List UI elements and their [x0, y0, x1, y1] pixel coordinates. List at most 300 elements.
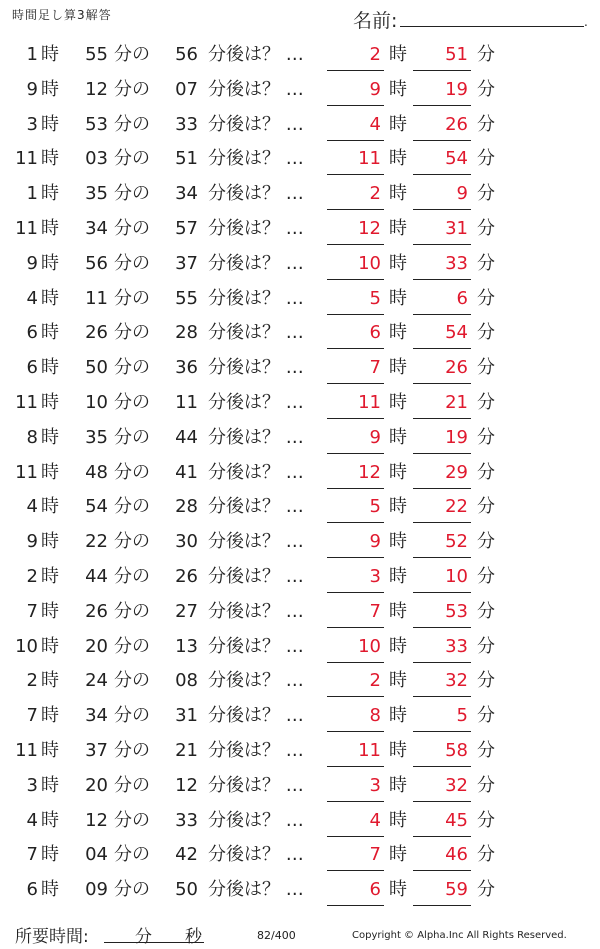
answer-minute-line	[413, 70, 471, 71]
problem-row	[0, 525, 600, 560]
answer-minute-line	[413, 557, 471, 558]
start-minute: 09	[85, 879, 108, 901]
later-label: 分後は？ …	[208, 78, 304, 100]
later-label: 分後は？ …	[208, 44, 304, 65]
answer-minute-line	[413, 418, 471, 419]
hour-label: 時	[41, 531, 59, 553]
answer-hour: 4	[369, 113, 381, 135]
answer-minute: 54	[445, 148, 468, 170]
start-minute: 10	[85, 391, 108, 413]
answer-hour-label: 時	[389, 565, 407, 587]
answer-minute-line	[413, 905, 471, 906]
problem-row	[0, 734, 600, 769]
answer-hour-line	[327, 418, 384, 419]
answer-hour: 2	[369, 670, 381, 692]
start-hour: 11	[15, 217, 38, 239]
later-label: 分後は？ …	[208, 287, 304, 309]
hour-label: 時	[41, 113, 59, 135]
minute-of-label: 分の	[114, 183, 150, 205]
hour-label: 時	[41, 774, 59, 796]
answer-hour-line	[327, 905, 384, 906]
minute-of-label: 分の	[114, 426, 150, 448]
start-minute: 56	[85, 252, 108, 274]
answer-hour-label: 時	[389, 844, 407, 866]
answer-hour-line	[327, 488, 384, 489]
answer-minute: 19	[445, 78, 468, 100]
start-minute: 26	[85, 600, 108, 622]
start-minute: 11	[85, 287, 108, 309]
problem-row	[0, 699, 600, 734]
answer-minute-label: 分	[477, 148, 495, 170]
minute-of-label: 分の	[114, 322, 150, 344]
added-minutes: 50	[175, 879, 198, 901]
problem-row	[0, 282, 600, 317]
answer-minute-line	[413, 870, 471, 871]
start-minute: 35	[85, 183, 108, 205]
added-minutes: 33	[175, 809, 198, 831]
minute-of-label: 分の	[114, 600, 150, 622]
added-minutes: 42	[175, 844, 198, 866]
hour-label: 時	[41, 148, 59, 170]
start-hour: 9	[26, 531, 38, 553]
answer-minute-label: 分	[477, 78, 495, 100]
answer-hour: 2	[369, 44, 381, 65]
answer-minute-line	[413, 174, 471, 175]
answer-hour: 7	[369, 600, 381, 622]
start-hour: 11	[15, 739, 38, 761]
answer-minute: 10	[445, 565, 468, 587]
answer-minute: 53	[445, 600, 468, 622]
minute-of-label: 分の	[114, 879, 150, 901]
later-label: 分後は？ …	[208, 113, 304, 135]
answer-minute-line	[413, 453, 471, 454]
answer-hour: 11	[358, 391, 381, 413]
hour-label: 時	[41, 357, 59, 379]
problem-row	[0, 177, 600, 212]
answer-minute-line	[413, 383, 471, 384]
answer-hour-line	[327, 627, 384, 628]
start-minute: 54	[85, 496, 108, 518]
hour-label: 時	[41, 739, 59, 761]
later-label: 分後は？ …	[208, 148, 304, 170]
hour-label: 時	[41, 183, 59, 205]
added-minutes: 51	[175, 148, 198, 170]
start-hour: 10	[15, 635, 38, 657]
later-label: 分後は？ …	[208, 461, 304, 483]
problem-row	[0, 490, 600, 525]
added-minutes: 27	[175, 600, 198, 622]
answer-hour-label: 時	[389, 496, 407, 518]
minute-of-label: 分の	[114, 844, 150, 866]
answer-minute-line	[413, 279, 471, 280]
later-label: 分後は？ …	[208, 600, 304, 622]
answer-hour-label: 時	[389, 357, 407, 379]
answer-hour-label: 時	[389, 183, 407, 205]
answer-minute: 6	[456, 287, 468, 309]
answer-hour: 12	[358, 461, 381, 483]
start-minute: 26	[85, 322, 108, 344]
answer-minute: 54	[445, 322, 468, 344]
problem-row	[0, 212, 600, 247]
minute-of-label: 分の	[114, 531, 150, 553]
problem-row	[0, 421, 600, 456]
answer-hour-label: 時	[389, 670, 407, 692]
added-minutes: 55	[175, 287, 198, 309]
minute-of-label: 分の	[114, 217, 150, 239]
added-minutes: 07	[175, 78, 198, 100]
minute-of-label: 分の	[114, 496, 150, 518]
start-hour: 3	[26, 113, 38, 135]
start-minute: 37	[85, 739, 108, 761]
answer-hour: 9	[369, 531, 381, 553]
added-minutes: 13	[175, 635, 198, 657]
answer-minute: 19	[445, 426, 468, 448]
answer-hour: 10	[358, 252, 381, 274]
later-label: 分後は？ …	[208, 774, 304, 796]
start-hour: 6	[26, 322, 38, 344]
later-label: 分後は？ …	[208, 879, 304, 901]
hour-label: 時	[41, 809, 59, 831]
answer-hour: 4	[369, 809, 381, 831]
start-minute: 34	[85, 217, 108, 239]
answer-minute: 31	[445, 217, 468, 239]
start-minute: 04	[85, 844, 108, 866]
minute-of-label: 分の	[114, 739, 150, 761]
hour-label: 時	[41, 78, 59, 100]
answer-hour: 6	[369, 322, 381, 344]
answer-hour-line	[327, 731, 384, 732]
added-minutes: 21	[175, 739, 198, 761]
worksheet-title: 時間足し算3解答	[12, 8, 112, 22]
start-minute: 35	[85, 426, 108, 448]
answer-minute-label: 分	[477, 635, 495, 657]
problem-row	[0, 38, 600, 73]
answer-hour-line	[327, 174, 384, 175]
later-label: 分後は？ …	[208, 183, 304, 205]
answer-hour-line	[327, 279, 384, 280]
later-label: 分後は？ …	[208, 844, 304, 866]
name-label: 名前:	[353, 10, 398, 32]
answer-hour-label: 時	[389, 600, 407, 622]
answer-minute-label: 分	[477, 113, 495, 135]
answer-minute-label: 分	[477, 844, 495, 866]
answer-minute: 32	[445, 670, 468, 692]
problem-row	[0, 838, 600, 873]
copyright-notice: Copyright © Alpha.Inc All Rights Reserved.	[352, 930, 567, 941]
start-minute: 20	[85, 635, 108, 657]
answer-hour-line	[327, 70, 384, 71]
hour-label: 時	[41, 322, 59, 344]
answer-hour: 8	[369, 705, 381, 727]
answer-hour-line	[327, 766, 384, 767]
later-label: 分後は？ …	[208, 322, 304, 344]
problem-row	[0, 664, 600, 699]
minute-of-label: 分の	[114, 148, 150, 170]
answer-hour-line	[327, 244, 384, 245]
answer-minute-line	[413, 209, 471, 210]
answer-minute-line	[413, 627, 471, 628]
start-minute: 53	[85, 113, 108, 135]
answer-hour-label: 時	[389, 635, 407, 657]
hour-label: 時	[41, 879, 59, 901]
start-hour: 2	[26, 670, 38, 692]
answer-hour: 12	[358, 217, 381, 239]
hour-label: 時	[41, 635, 59, 657]
answer-minute: 46	[445, 844, 468, 866]
answer-minute: 26	[445, 357, 468, 379]
later-label: 分後は？ …	[208, 252, 304, 274]
problem-row	[0, 560, 600, 595]
start-hour: 7	[26, 705, 38, 727]
answer-hour: 5	[369, 496, 381, 518]
minute-of-label: 分の	[114, 44, 150, 65]
hour-label: 時	[41, 44, 59, 65]
answer-hour: 7	[369, 844, 381, 866]
answer-hour-label: 時	[389, 531, 407, 553]
hour-label: 時	[41, 252, 59, 274]
answer-hour-label: 時	[389, 391, 407, 413]
start-minute: 12	[85, 809, 108, 831]
answer-hour-label: 時	[389, 461, 407, 483]
problem-row	[0, 769, 600, 804]
answer-minute-line	[413, 348, 471, 349]
answer-minute: 51	[445, 44, 468, 65]
added-minutes: 30	[175, 531, 198, 553]
problem-row	[0, 142, 600, 177]
answer-hour-label: 時	[389, 287, 407, 309]
answer-hour-line	[327, 209, 384, 210]
answer-minute-label: 分	[477, 183, 495, 205]
answer-minute: 33	[445, 252, 468, 274]
answer-hour: 9	[369, 78, 381, 100]
added-minutes: 57	[175, 217, 198, 239]
minute-of-label: 分の	[114, 705, 150, 727]
answer-hour-line	[327, 383, 384, 384]
answer-hour: 11	[358, 739, 381, 761]
answer-minute-line	[413, 801, 471, 802]
answer-minute-line	[413, 836, 471, 837]
time-taken-sec-label: 秒	[185, 927, 202, 947]
answer-minute-label: 分	[477, 670, 495, 692]
start-minute: 22	[85, 531, 108, 553]
answer-hour-label: 時	[389, 322, 407, 344]
answer-hour-line	[327, 592, 384, 593]
answer-hour-line	[327, 314, 384, 315]
start-minute: 34	[85, 705, 108, 727]
minute-of-label: 分の	[114, 461, 150, 483]
later-label: 分後は？ …	[208, 217, 304, 239]
answer-hour-label: 時	[389, 78, 407, 100]
start-hour: 2	[26, 565, 38, 587]
start-hour: 11	[15, 461, 38, 483]
later-label: 分後は？ …	[208, 635, 304, 657]
answer-minute: 26	[445, 113, 468, 135]
answer-minute-label: 分	[477, 217, 495, 239]
added-minutes: 12	[175, 774, 198, 796]
answer-hour-line	[327, 453, 384, 454]
answer-hour-label: 時	[389, 113, 407, 135]
added-minutes: 11	[175, 391, 198, 413]
answer-hour-label: 時	[389, 809, 407, 831]
added-minutes: 37	[175, 252, 198, 274]
start-hour: 4	[26, 809, 38, 831]
hour-label: 時	[41, 600, 59, 622]
answer-hour-label: 時	[389, 252, 407, 274]
later-label: 分後は？ …	[208, 739, 304, 761]
minute-of-label: 分の	[114, 252, 150, 274]
added-minutes: 08	[175, 670, 198, 692]
hour-label: 時	[41, 426, 59, 448]
start-hour: 9	[26, 252, 38, 274]
problem-row	[0, 351, 600, 386]
answer-minute-label: 分	[477, 287, 495, 309]
answer-hour: 3	[369, 774, 381, 796]
problem-list	[0, 38, 600, 908]
start-hour: 11	[15, 391, 38, 413]
later-label: 分後は？ …	[208, 565, 304, 587]
answer-hour-label: 時	[389, 217, 407, 239]
answer-minute-label: 分	[477, 252, 495, 274]
minute-of-label: 分の	[114, 287, 150, 309]
answer-minute: 29	[445, 461, 468, 483]
minute-of-label: 分の	[114, 565, 150, 587]
added-minutes: 28	[175, 496, 198, 518]
added-minutes: 28	[175, 322, 198, 344]
answer-hour-line	[327, 557, 384, 558]
answer-minute-label: 分	[477, 774, 495, 796]
name-line	[400, 26, 584, 27]
start-minute: 50	[85, 357, 108, 379]
minute-of-label: 分の	[114, 78, 150, 100]
hour-label: 時	[41, 287, 59, 309]
minute-of-label: 分の	[114, 357, 150, 379]
start-hour: 7	[26, 844, 38, 866]
problem-row	[0, 804, 600, 839]
answer-hour-label: 時	[389, 426, 407, 448]
answer-hour-line	[327, 105, 384, 106]
answer-minute-line	[413, 731, 471, 732]
start-hour: 7	[26, 600, 38, 622]
answer-hour-line	[327, 836, 384, 837]
answer-minute-label: 分	[477, 391, 495, 413]
answer-hour: 5	[369, 287, 381, 309]
problem-row	[0, 873, 600, 908]
answer-hour-line	[327, 662, 384, 663]
later-label: 分後は？ …	[208, 809, 304, 831]
minute-of-label: 分の	[114, 809, 150, 831]
hour-label: 時	[41, 705, 59, 727]
answer-minute-label: 分	[477, 461, 495, 483]
start-hour: 3	[26, 774, 38, 796]
problem-row	[0, 316, 600, 351]
later-label: 分後は？ …	[208, 670, 304, 692]
answer-minute-line	[413, 662, 471, 663]
added-minutes: 56	[175, 44, 198, 65]
hour-label: 時	[41, 844, 59, 866]
answer-minute-line	[413, 488, 471, 489]
time-taken-label: 所要時間:	[15, 927, 89, 947]
answer-hour: 9	[369, 426, 381, 448]
minute-of-label: 分の	[114, 635, 150, 657]
answer-minute: 45	[445, 809, 468, 831]
answer-hour-label: 時	[389, 879, 407, 901]
answer-minute-line	[413, 105, 471, 106]
answer-minute-line	[413, 766, 471, 767]
start-hour: 1	[26, 44, 38, 65]
answer-minute: 32	[445, 774, 468, 796]
start-hour: 4	[26, 287, 38, 309]
answer-minute-label: 分	[477, 496, 495, 518]
answer-hour: 6	[369, 879, 381, 901]
answer-minute: 58	[445, 739, 468, 761]
answer-hour: 2	[369, 183, 381, 205]
minute-of-label: 分の	[114, 113, 150, 135]
hour-label: 時	[41, 461, 59, 483]
start-minute: 20	[85, 774, 108, 796]
answer-hour-line	[327, 870, 384, 871]
answer-hour-label: 時	[389, 705, 407, 727]
start-minute: 44	[85, 565, 108, 587]
answer-hour-line	[327, 801, 384, 802]
answer-hour-label: 時	[389, 148, 407, 170]
answer-hour: 3	[369, 565, 381, 587]
answer-hour-label: 時	[389, 44, 407, 65]
problem-row	[0, 73, 600, 108]
name-dot: .	[584, 15, 588, 29]
problem-row	[0, 247, 600, 282]
start-hour: 6	[26, 357, 38, 379]
added-minutes: 34	[175, 183, 198, 205]
later-label: 分後は？ …	[208, 357, 304, 379]
later-label: 分後は？ …	[208, 391, 304, 413]
added-minutes: 41	[175, 461, 198, 483]
answer-minute-label: 分	[477, 739, 495, 761]
answer-minute-label: 分	[477, 705, 495, 727]
answer-hour-label: 時	[389, 774, 407, 796]
answer-minute-line	[413, 244, 471, 245]
added-minutes: 44	[175, 426, 198, 448]
start-hour: 4	[26, 496, 38, 518]
added-minutes: 36	[175, 357, 198, 379]
minute-of-label: 分の	[114, 391, 150, 413]
start-hour: 6	[26, 879, 38, 901]
start-minute: 03	[85, 148, 108, 170]
answer-hour-line	[327, 348, 384, 349]
hour-label: 時	[41, 217, 59, 239]
start-minute: 48	[85, 461, 108, 483]
answer-minute-label: 分	[477, 531, 495, 553]
answer-minute-line	[413, 592, 471, 593]
problem-row	[0, 595, 600, 630]
answer-minute-label: 分	[477, 322, 495, 344]
answer-minute: 9	[456, 183, 468, 205]
answer-minute-line	[413, 140, 471, 141]
start-minute: 55	[85, 44, 108, 65]
start-hour: 8	[26, 426, 38, 448]
hour-label: 時	[41, 391, 59, 413]
answer-hour-line	[327, 140, 384, 141]
answer-minute-label: 分	[477, 879, 495, 901]
answer-hour-label: 時	[389, 739, 407, 761]
answer-minute: 33	[445, 635, 468, 657]
answer-hour: 10	[358, 635, 381, 657]
answer-minute-label: 分	[477, 357, 495, 379]
answer-minute-label: 分	[477, 44, 495, 65]
start-hour: 11	[15, 148, 38, 170]
later-label: 分後は？ …	[208, 496, 304, 518]
start-hour: 1	[26, 183, 38, 205]
answer-minute: 59	[445, 879, 468, 901]
